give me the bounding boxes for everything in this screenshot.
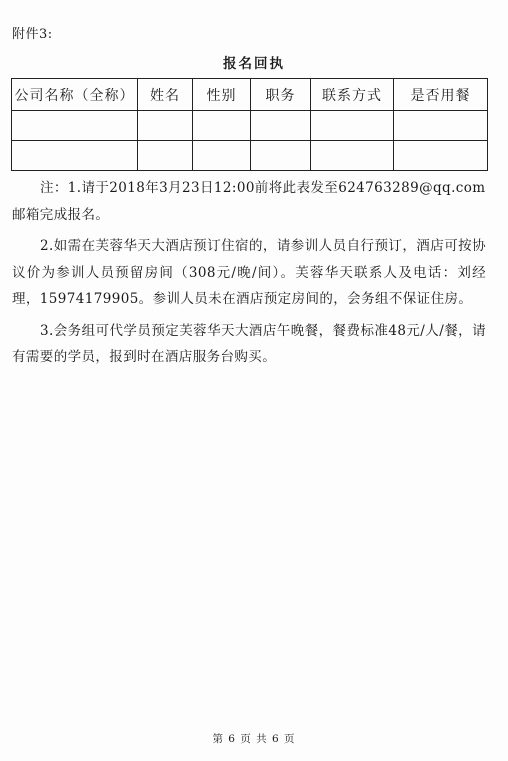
note-1-first-line: 注：1.请于2018年3月23日12:00前将此表发至624763289@qq.com xyxy=(40,180,486,196)
note-2-text: 2.如需在芙蓉华天大酒店预订住宿的，请参训人员自行预订，酒店可按协议价为参训人员预留房间（308元/晚/间）。芙蓉华天联系人及电话：刘经理，15974179905。参训人员未在酒店预定房间的，会务组不保证住房。 xyxy=(12,238,486,307)
table-cell xyxy=(12,141,138,171)
notes-section xyxy=(12,175,486,376)
table-cell xyxy=(311,111,394,141)
table-header-row xyxy=(12,79,488,111)
table-cell xyxy=(394,111,488,141)
header-company-name: 公司名称（全称） xyxy=(12,79,138,111)
table-cell xyxy=(394,141,488,171)
header-gender: 性别 xyxy=(193,79,251,111)
header-meal: 是否用餐 xyxy=(394,79,488,111)
registration-table xyxy=(11,78,488,171)
note-1-second-line: 邮箱完成报名。 xyxy=(12,206,110,223)
note-3-text: 3.会务组可代学员预定芙蓉华天大酒店午晚餐，餐费标准48元/人/餐，请有需要的学员，报到时在酒店服务台购买。 xyxy=(12,322,486,365)
note-2 xyxy=(12,233,486,313)
header-position: 职务 xyxy=(251,79,311,111)
form-title: 报名回执 xyxy=(223,56,285,72)
table-row xyxy=(12,111,488,141)
table-cell xyxy=(311,141,394,171)
table-cell xyxy=(251,111,311,141)
note-3 xyxy=(12,318,486,371)
table-row xyxy=(12,141,488,171)
table-cell xyxy=(12,111,138,141)
table-cell xyxy=(138,111,193,141)
table-cell xyxy=(138,141,193,171)
header-contact: 联系方式 xyxy=(311,79,394,111)
note-1 xyxy=(12,175,486,228)
table-cell xyxy=(193,141,251,171)
page-footer: 第 6 页 共 6 页 xyxy=(212,733,296,745)
header-name: 姓名 xyxy=(138,79,193,111)
table-cell xyxy=(193,111,251,141)
table-cell xyxy=(251,141,311,171)
attachment-label: 附件3: xyxy=(12,27,53,42)
